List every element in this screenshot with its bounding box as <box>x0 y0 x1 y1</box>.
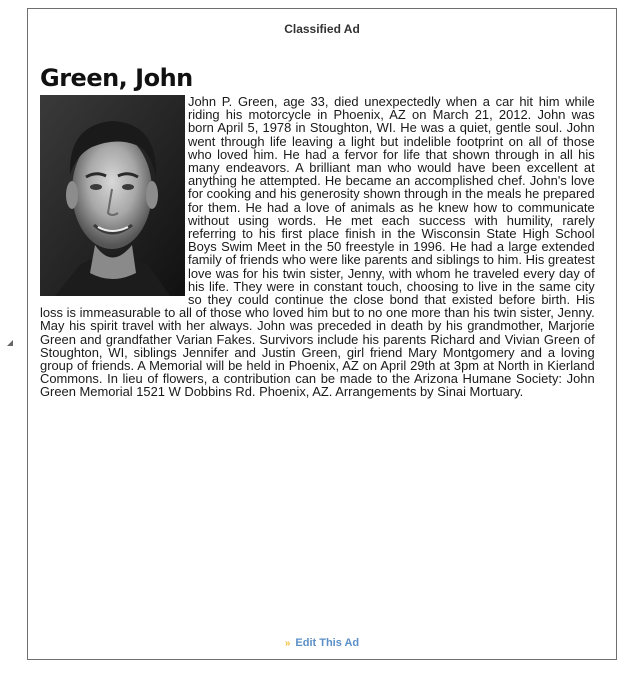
ad-body-text: John P. Green, age 33, died unexpectedly when a car hit him while riding his motorcycle in Phoenix, AZ on March 21, 2012. John was born April 5, 1978 in Stoughton, WI. He was a quiet, gentle soul. John went through life leaving a light but indelible footprint on all of those who loved him. He had a fervor for life that shown through in all his many endeavors. A brilliant man who would have been excellent at anything he attempted. He became an accomplished chef. John's love for cooking and his generosity shown through in the meals he prepared for them. He had a love of animals as he knew how to communicate without using words. He met each success with humility, rarely referring to his first place finish in the Wisconsin State High School Boys Swim Meet in the 50 freestyle in 1996. He had a large extended family of friends who were like parents and siblings to him. His greatest love was for his twin sister, Jenny, with whom he traveled every day of his life. They were in constant touch, choosing to live in the same city so they could continue the close bond that existed before birth. His loss is immeasurable to all of those who loved him but to no one more than his twin sister, Jenny. May his spirit travel with her always. John was preceded in death by his grandmother, Marjorie Green and grandfather Varian Fakes. Survivors include his parents Richard and Vivian Green of Stoughton, WI, siblings Jennifer and Justin Green, girl friend Mary Montgomery and a loving group of friends. A Memorial will be held in Phoenix, AZ on April 29th at 3pm at North in Kierland Commons. In lieu of flowers, a contribution can be made to the Arizona Humane Society: John Green Memorial 1521 W Dobbins Rd. Phoenix, AZ. Arrangements by Sinai Mortuary. <box>40 94 595 400</box>
obituary-ad <box>40 63 606 399</box>
double-chevron-right-icon: » <box>284 638 291 649</box>
corner-mark-icon <box>7 340 13 346</box>
classified-ad-frame <box>27 8 617 660</box>
edit-ad-label: Edit This Ad <box>295 637 360 649</box>
page-title: Classified Ad <box>284 22 360 36</box>
ad-name-heading: Green, John <box>40 64 193 92</box>
edit-ad-link[interactable] <box>28 637 616 649</box>
